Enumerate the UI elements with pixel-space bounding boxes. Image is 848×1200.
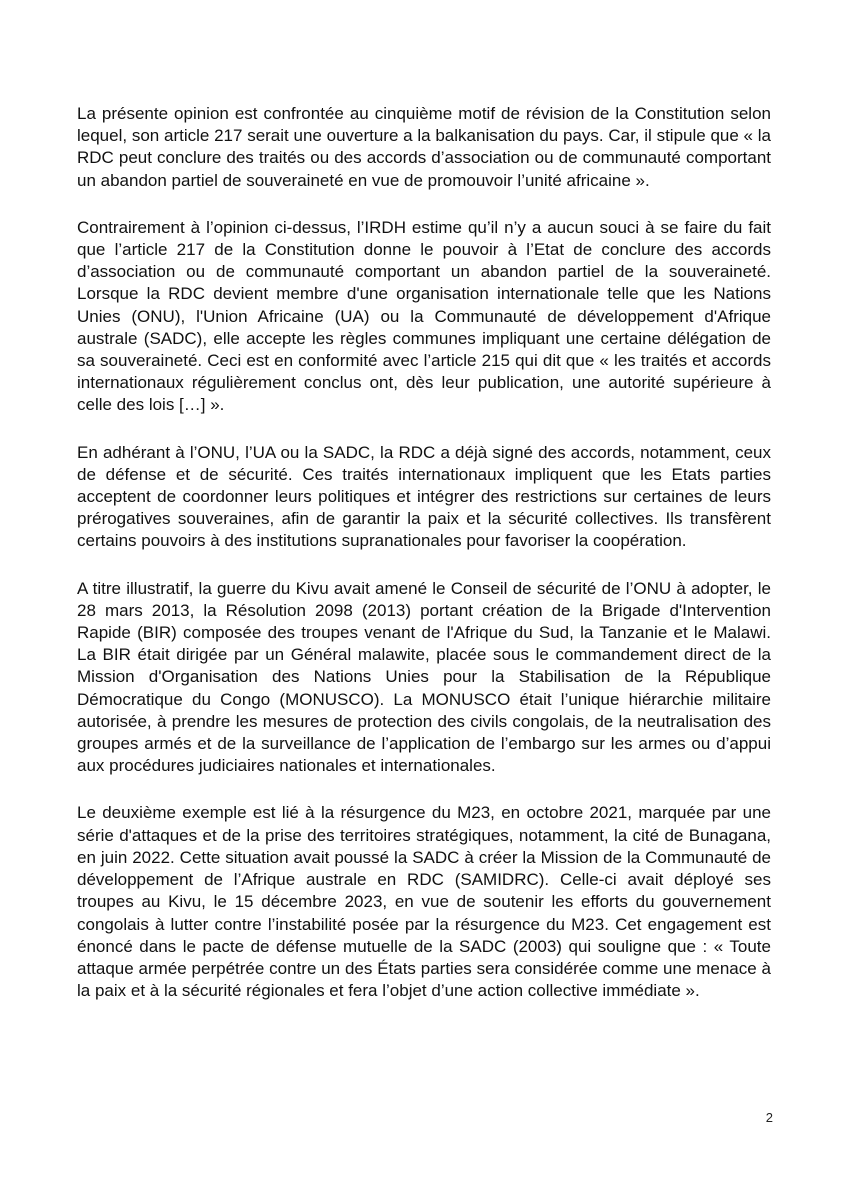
paragraph-onu-ua-sadc-accords: En adhérant à l’ONU, l’UA ou la SADC, la RDC a déjà signé des accords, notamment, ceux de défense et de sécurité. Ces traités internationaux impliquent que les Etats parties acceptent de coordonner leurs politiques et intégrer des restrictions sur certaines de leurs prérogatives souveraines, afin de garantir la paix et la sécurité collectives. Ils transfèrent certains pouvoirs à des institutions supranationales pour favoriser la coopération. — [77, 442, 771, 551]
paragraph-m23-example: Le deuxième exemple est lié à la résurgence du M23, en octobre 2021, marquée par une série d'attaques et de la prise des territoires stratégiques, notamment, la cité de Bunagana, en juin 2022. Cette situation avait poussé la SADC à créer la Mission de la Communauté de développement de l’Afrique australe en RDC (SAMIDRC). Celle-ci avait déployé ses troupes au Kivu, le 15 décembre 2023, en vue de soutenir les efforts du gouvernement congolais à lutter contre l’instabilité posée par la résurgence du M23. Cet engagement est énoncé dans le pacte de défense mutuelle de la SADC (2003) qui souligne que : « Toute attaque armée perpétrée contre un des États parties sera considérée comme une menace à la paix et à la sécurité régionales et fera l’objet d’une action collective immédiate ». — [77, 803, 771, 1001]
paragraph-irdh-position: Contrairement à l’opinion ci-dessus, l’IRDH estime qu’il n’y a aucun souci à se faire du fait que l’article 217 de la Constitution donne le pouvoir à l’Etat de conclure des accords d’association ou de communauté comportant un abandon partiel de la souveraineté. Lorsque la RDC devient membre d'une organisation internationale telle que les Nations Unies (ONU), l'Union Africaine (UA) ou la Communauté de développement d'Afrique australe (SADC), elle accepte les règles communes impliquant une certaine délégation de sa souveraineté. Ceci est en conformité avec l’article 215 qui dit que « les traités et accords internationaux régulièrement conclus ont, dès leur publication, une autorité supérieure à celle des lois […] ». — [77, 217, 771, 415]
paragraph-article-217-opinion: La présente opinion est confrontée au cinquième motif de révision de la Constitution selon lequel, son article 217 serait une ouverture a la balkanisation du pays. Car, il stipule que « la RDC peut conclure des traités ou des accords d’association ou de communauté comportant un abandon partiel de souveraineté en vue de promouvoir l’unité africaine ». — [77, 104, 771, 190]
page-number: 2 — [765, 1110, 773, 1125]
paragraph-kivu-example: A titre illustratif, la guerre du Kivu avait amené le Conseil de sécurité de l’ONU à adopter, le 28 mars 2013, la Résolution 2098 (2013) portant création de la Brigade d'Intervention Rapide (BIR) composée des troupes venant de l'Afrique du Sud, la Tanzanie et le Malawi. La BIR était dirigée par un Général malawite, placée sous le commandement direct de la Mission d'Organisation des Nations Unies pour la Stabilisation de la République Démocratique du Congo (MONUSCO). La MONUSCO était l’unique hiérarchie militaire autorisée, à prendre les mesures de protection des civils congolais, de la neutralisation des groupes armés et de la surveillance de l’application de l’embargo sur les armes ou d’appui aux procédures judiciaires nationales et internationales. — [77, 578, 771, 776]
document-body — [77, 103, 771, 1027]
